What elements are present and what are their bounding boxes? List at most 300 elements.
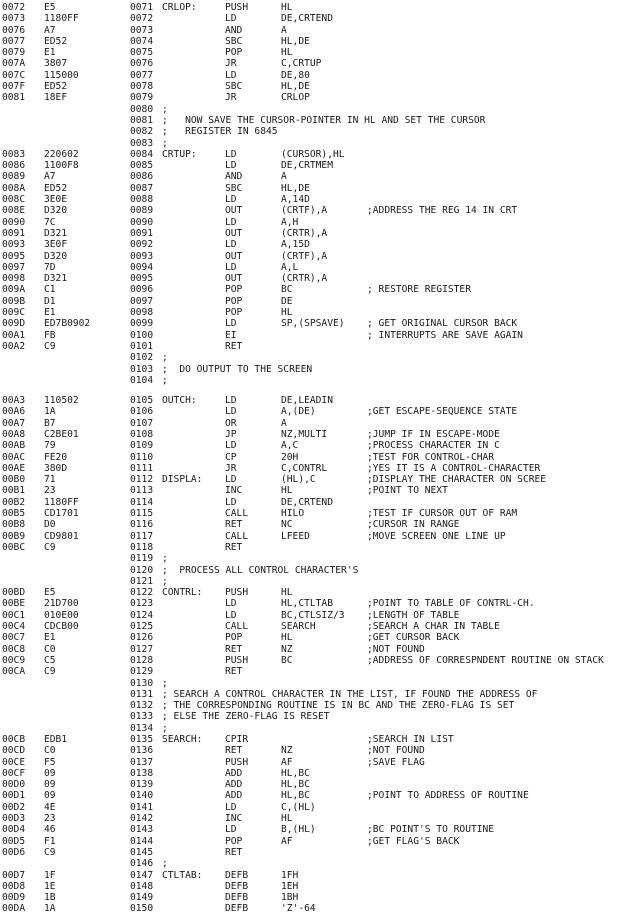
code-line xyxy=(2,418,642,429)
address: 009C xyxy=(2,307,26,319)
operand: A xyxy=(281,24,287,36)
code-line xyxy=(2,757,642,768)
mnemonic: LD xyxy=(225,406,237,418)
mnemonic: DEFB xyxy=(225,903,249,915)
comment: ;DISPLAY THE CHARACTER ON SCREE xyxy=(367,474,547,486)
line-number: 0129 xyxy=(130,666,154,678)
machine-code: C9 xyxy=(44,846,56,858)
address: 00CB xyxy=(2,734,26,745)
operand: A xyxy=(281,171,287,183)
machine-code: C0 xyxy=(44,643,56,655)
line-number: 0106 xyxy=(130,406,154,418)
comment: ;MOVE SCREEN ONE LINE UP xyxy=(367,530,506,542)
comment-text: ; REGISTER IN 6845 xyxy=(162,126,278,138)
line-number: 0092 xyxy=(130,239,154,251)
operand: C,CONTRL xyxy=(281,462,328,474)
code-line xyxy=(2,824,642,835)
mnemonic: SBC xyxy=(225,182,243,194)
mnemonic: JR xyxy=(225,58,237,70)
machine-code: 010E00 xyxy=(44,609,79,621)
address: 0083 xyxy=(2,148,26,160)
line-number: 0137 xyxy=(130,756,154,768)
line-number: 0127 xyxy=(130,643,154,655)
address: 00A3 xyxy=(2,395,26,407)
comment-line xyxy=(2,565,642,576)
line-number: 0121 xyxy=(130,575,154,587)
operand: HL xyxy=(281,2,293,13)
code-line xyxy=(2,70,642,81)
code-line xyxy=(2,296,642,307)
comment-line xyxy=(2,352,642,363)
code-line xyxy=(2,307,642,318)
line-number: 0132 xyxy=(130,700,154,712)
address: 00D6 xyxy=(2,846,26,858)
comment-text: ; xyxy=(162,553,168,565)
code-line xyxy=(2,768,642,779)
comment-line xyxy=(2,700,642,711)
machine-code: E5 xyxy=(44,587,56,599)
comment: ;NOT FOUND xyxy=(367,643,425,655)
line-number: 0108 xyxy=(130,428,154,440)
operand: HL xyxy=(281,307,293,319)
comment-line xyxy=(2,858,642,869)
line-number: 0149 xyxy=(130,892,154,904)
machine-code: C0 xyxy=(44,745,56,757)
address: 00D1 xyxy=(2,790,26,802)
mnemonic: SBC xyxy=(225,81,243,93)
line-number: 0098 xyxy=(130,307,154,319)
mnemonic: OUT xyxy=(225,205,243,217)
address: 00D7 xyxy=(2,869,26,881)
line-number: 0134 xyxy=(130,722,154,734)
address: 00A2 xyxy=(2,340,26,352)
address: 0077 xyxy=(2,35,26,47)
comment: ;POINT TO ADDRESS OF ROUTINE xyxy=(367,790,529,802)
line-number: 0072 xyxy=(130,13,154,25)
machine-code: EDB1 xyxy=(44,734,68,745)
machine-code: 1180FF xyxy=(44,13,79,25)
code-line xyxy=(2,508,642,519)
operand: DE,CRTMEM xyxy=(281,160,333,172)
code-line xyxy=(2,452,642,463)
machine-code: A7 xyxy=(44,24,56,36)
operand: (CURSOR),HL xyxy=(281,148,345,160)
operand: CRLOP xyxy=(281,92,310,104)
code-line xyxy=(2,13,642,24)
code-line xyxy=(2,92,642,103)
operand: HL,DE xyxy=(281,81,310,93)
operand: SP,(SPSAVE) xyxy=(281,318,345,330)
comment-text: ; xyxy=(162,374,168,386)
operand: AF xyxy=(281,835,293,847)
operand: HL xyxy=(281,587,293,599)
mnemonic: PUSH xyxy=(225,2,249,13)
comment-text: ; DO OUTPUT TO THE SCREEN xyxy=(162,363,313,375)
mnemonic: POP xyxy=(225,295,243,307)
comment: ; GET ORIGINAL CURSOR BACK xyxy=(367,318,518,330)
address: 00AB xyxy=(2,440,26,452)
code-line xyxy=(2,205,642,216)
mnemonic: POP xyxy=(225,307,243,319)
line-number: 0125 xyxy=(130,621,154,633)
address: 00C8 xyxy=(2,643,26,655)
machine-code: 79 xyxy=(44,440,56,452)
line-number: 0139 xyxy=(130,779,154,791)
code-line xyxy=(2,228,642,239)
line-number: 0103 xyxy=(130,363,154,375)
machine-code: CD9801 xyxy=(44,530,79,542)
operand: HL,BC xyxy=(281,779,310,791)
code-line xyxy=(2,790,642,801)
code-line xyxy=(2,440,642,451)
address: 0081 xyxy=(2,92,26,104)
address: 0093 xyxy=(2,239,26,251)
code-line xyxy=(2,745,642,756)
operand: HL,DE xyxy=(281,182,310,194)
operand: HL xyxy=(281,485,293,497)
code-line xyxy=(2,610,642,621)
machine-code: B7 xyxy=(44,417,56,429)
comment-text: ; xyxy=(162,137,168,149)
code-line xyxy=(2,341,642,352)
line-number: 0083 xyxy=(130,137,154,149)
operand: NZ xyxy=(281,745,293,757)
line-number: 0124 xyxy=(130,609,154,621)
line-number: 0126 xyxy=(130,632,154,644)
line-number: 0074 xyxy=(130,35,154,47)
line-number: 0073 xyxy=(130,24,154,36)
code-line xyxy=(2,160,642,171)
machine-code: C2BE01 xyxy=(44,428,79,440)
comment-line xyxy=(2,126,642,137)
operand: NZ xyxy=(281,643,293,655)
line-number: 0081 xyxy=(130,114,154,126)
code-line xyxy=(2,779,642,790)
mnemonic: DEFB xyxy=(225,880,249,892)
code-line xyxy=(2,58,642,69)
code-line xyxy=(2,531,642,542)
code-line xyxy=(2,194,642,205)
line-number: 0118 xyxy=(130,541,154,553)
address: 0097 xyxy=(2,261,26,273)
line-number: 0135 xyxy=(130,734,154,745)
operand: A,14D xyxy=(281,194,310,206)
comment-text: ; xyxy=(162,722,168,734)
address: 00B2 xyxy=(2,496,26,508)
machine-code: E1 xyxy=(44,307,56,319)
address: 00D8 xyxy=(2,880,26,892)
machine-code: 23 xyxy=(44,485,56,497)
code-line xyxy=(2,881,642,892)
mnemonic: RET xyxy=(225,745,243,757)
code-line xyxy=(2,598,642,609)
line-number: 0133 xyxy=(130,711,154,723)
machine-code: 1A xyxy=(44,903,56,915)
line-number: 0131 xyxy=(130,688,154,700)
line-number: 0101 xyxy=(130,340,154,352)
line-number: 0112 xyxy=(130,474,154,486)
address: 00BE xyxy=(2,598,26,610)
operand: DE,CRTEND xyxy=(281,496,333,508)
line-number: 0128 xyxy=(130,654,154,666)
mnemonic: LD xyxy=(225,69,237,81)
code-line xyxy=(2,644,642,655)
machine-code: E5 xyxy=(44,2,56,13)
mnemonic: CALL xyxy=(225,508,249,520)
line-number: 0102 xyxy=(130,352,154,364)
line-number: 0079 xyxy=(130,92,154,104)
line-number: 0093 xyxy=(130,250,154,262)
operand: HILO xyxy=(281,508,305,520)
machine-code: 21D700 xyxy=(44,598,79,610)
label: SEARCH: xyxy=(162,734,203,745)
label: CTLTAB: xyxy=(162,869,203,881)
mnemonic: OUT xyxy=(225,250,243,262)
machine-code: 1B xyxy=(44,892,56,904)
comment-line xyxy=(2,678,642,689)
address: 00CA xyxy=(2,666,26,678)
machine-code: 110502 xyxy=(44,395,79,407)
address: 0079 xyxy=(2,47,26,59)
line-number: 0111 xyxy=(130,462,154,474)
line-number: 0084 xyxy=(130,148,154,160)
operand: B,(HL) xyxy=(281,824,316,836)
mnemonic: RET xyxy=(225,541,243,553)
operand: 1FH xyxy=(281,869,299,881)
operand: 'Z'-64 xyxy=(281,903,316,915)
line-number: 0105 xyxy=(130,395,154,407)
comment: ;GET ESCAPE-SEQUENCE STATE xyxy=(367,406,518,418)
address: 0086 xyxy=(2,160,26,172)
machine-code: 23 xyxy=(44,813,56,825)
machine-code: 09 xyxy=(44,790,56,802)
mnemonic: LD xyxy=(225,160,237,172)
mnemonic: LD xyxy=(225,239,237,251)
operand: AF xyxy=(281,756,293,768)
address: 0089 xyxy=(2,171,26,183)
machine-code: D321 xyxy=(44,273,68,285)
comment: ;GET CURSOR BACK xyxy=(367,632,460,644)
operand: NC xyxy=(281,519,293,531)
line-number: 0096 xyxy=(130,284,154,296)
machine-code: C1 xyxy=(44,284,56,296)
line-number: 0080 xyxy=(130,103,154,115)
machine-code: 18EF xyxy=(44,92,68,104)
code-line xyxy=(2,734,642,745)
code-line xyxy=(2,542,642,553)
machine-code: C9 xyxy=(44,541,56,553)
line-number: 0076 xyxy=(130,58,154,70)
operand: HL xyxy=(281,632,293,644)
line-number: 0136 xyxy=(130,745,154,757)
code-line xyxy=(2,2,642,13)
code-line xyxy=(2,183,642,194)
operand: BC,CTLSIZ/3 xyxy=(281,609,345,621)
code-line xyxy=(2,217,642,228)
comment: ;LENGTH OF TABLE xyxy=(367,609,460,621)
machine-code: 220602 xyxy=(44,148,79,160)
mnemonic: POP xyxy=(225,47,243,59)
address: 00D3 xyxy=(2,813,26,825)
mnemonic: LD xyxy=(225,194,237,206)
line-number: 0130 xyxy=(130,677,154,689)
line-number: 0122 xyxy=(130,587,154,599)
address: 00AC xyxy=(2,451,26,463)
mnemonic: POP xyxy=(225,835,243,847)
line-number: 0120 xyxy=(130,564,154,576)
comment: ;POINT TO TABLE OF CONTRL-CH. xyxy=(367,598,535,610)
machine-code: 1180FF xyxy=(44,496,79,508)
comment: ; INTERRUPTS ARE SAVE AGAIN xyxy=(367,329,523,341)
operand: 1EH xyxy=(281,880,299,892)
code-line xyxy=(2,171,642,182)
line-number: 0117 xyxy=(130,530,154,542)
code-line xyxy=(2,903,642,914)
code-line xyxy=(2,25,642,36)
line-number: 0147 xyxy=(130,869,154,881)
mnemonic: CALL xyxy=(225,530,249,542)
mnemonic: RET xyxy=(225,643,243,655)
machine-code: C9 xyxy=(44,666,56,678)
address: 00B5 xyxy=(2,508,26,520)
line-number: 0091 xyxy=(130,227,154,239)
mnemonic: DEFB xyxy=(225,892,249,904)
comment: ;ADDRESS OF CORRESPNDENT ROUTINE ON STACK xyxy=(367,654,604,666)
mnemonic: OUT xyxy=(225,227,243,239)
machine-code: E1 xyxy=(44,47,56,59)
label: CRLOP: xyxy=(162,2,197,13)
comment-line xyxy=(2,375,642,386)
line-number: 0123 xyxy=(130,598,154,610)
machine-code: ED7B0902 xyxy=(44,318,91,330)
line-number: 0138 xyxy=(130,767,154,779)
code-line xyxy=(2,262,642,273)
address: 008C xyxy=(2,194,26,206)
operand: C,(HL) xyxy=(281,801,316,813)
mnemonic: EI xyxy=(225,329,237,341)
mnemonic: OUT xyxy=(225,273,243,285)
mnemonic: JP xyxy=(225,428,237,440)
line-number: 0077 xyxy=(130,69,154,81)
mnemonic: RET xyxy=(225,666,243,678)
address: 00CE xyxy=(2,756,26,768)
operand: (CRTF),A xyxy=(281,205,328,217)
code-line xyxy=(2,497,642,508)
machine-code: A7 xyxy=(44,171,56,183)
code-line xyxy=(2,813,642,824)
machine-code: 46 xyxy=(44,824,56,836)
comment-text: ; NOW SAVE THE CURSOR-POINTER IN HL AND SET THE CURSOR xyxy=(162,114,486,126)
address: 0095 xyxy=(2,250,26,262)
mnemonic: RET xyxy=(225,846,243,858)
mnemonic: AND xyxy=(225,24,243,36)
line-number: 0150 xyxy=(130,903,154,915)
mnemonic: ADD xyxy=(225,779,243,791)
comment: ;ADDRESS THE REG 14 IN CRT xyxy=(367,205,518,217)
address: 0076 xyxy=(2,24,26,36)
machine-code: 09 xyxy=(44,767,56,779)
code-line xyxy=(2,395,642,406)
operand: 1BH xyxy=(281,892,299,904)
address: 00BC xyxy=(2,541,26,553)
address: 00B8 xyxy=(2,519,26,531)
code-line xyxy=(2,463,642,474)
address: 00B1 xyxy=(2,485,26,497)
operand: NZ,MULTI xyxy=(281,428,328,440)
address: 0090 xyxy=(2,216,26,228)
machine-code: 3807 xyxy=(44,58,68,70)
line-number: 0148 xyxy=(130,880,154,892)
line-number: 0114 xyxy=(130,496,154,508)
operand: BC xyxy=(281,654,293,666)
machine-code: F5 xyxy=(44,756,56,768)
machine-code: 115000 xyxy=(44,69,79,81)
operand: HL,BC xyxy=(281,767,310,779)
code-line xyxy=(2,836,642,847)
code-line xyxy=(2,149,642,160)
comment-line xyxy=(2,723,642,734)
comment-text: ; PROCESS ALL CONTROL CHARACTER'S xyxy=(162,564,359,576)
label: CRTUP: xyxy=(162,148,197,160)
code-line xyxy=(2,847,642,858)
machine-code: 380D xyxy=(44,462,68,474)
comment-text: ; ELSE THE ZERO-FLAG IS RESET xyxy=(162,711,330,723)
mnemonic: POP xyxy=(225,284,243,296)
machine-code: 09 xyxy=(44,779,56,791)
machine-code: D320 xyxy=(44,205,68,217)
mnemonic: LD xyxy=(225,474,237,486)
code-line xyxy=(2,273,642,284)
address: 00B0 xyxy=(2,474,26,486)
machine-code: E1 xyxy=(44,632,56,644)
line-number: 0119 xyxy=(130,553,154,565)
address: 008E xyxy=(2,205,26,217)
comment: ;NOT FOUND xyxy=(367,745,425,757)
comment: ;TEST FOR CONTROL-CHAR xyxy=(367,451,495,463)
address: 00C7 xyxy=(2,632,26,644)
operand: HL,DE xyxy=(281,35,310,47)
code-line xyxy=(2,870,642,881)
code-line xyxy=(2,284,642,295)
machine-code: 3E0F xyxy=(44,239,68,251)
comment: ;JUMP IF IN ESCAPE-MODE xyxy=(367,428,500,440)
line-number: 0082 xyxy=(130,126,154,138)
code-line xyxy=(2,47,642,58)
address: 0073 xyxy=(2,13,26,25)
comment-text: ; xyxy=(162,103,168,115)
machine-code: ED52 xyxy=(44,81,68,93)
operand: A,H xyxy=(281,216,299,228)
operand: DE,LEADIN xyxy=(281,395,333,407)
address: 00C4 xyxy=(2,621,26,633)
line-number: 0143 xyxy=(130,824,154,836)
operand: (CRTF),A xyxy=(281,250,328,262)
address: 008A xyxy=(2,182,26,194)
mnemonic: DEFB xyxy=(225,869,249,881)
address: 00DA xyxy=(2,903,26,915)
comment: ;SEARCH A CHAR IN TABLE xyxy=(367,621,500,633)
code-line xyxy=(2,81,642,92)
line-number: 0104 xyxy=(130,374,154,386)
machine-code: FB xyxy=(44,329,56,341)
machine-code: CD1701 xyxy=(44,508,79,520)
operand: DE xyxy=(281,295,293,307)
address: 009D xyxy=(2,318,26,330)
comment-line xyxy=(2,553,642,564)
comment-line xyxy=(2,115,642,126)
machine-code: 1100F8 xyxy=(44,160,79,172)
address: 00B9 xyxy=(2,530,26,542)
